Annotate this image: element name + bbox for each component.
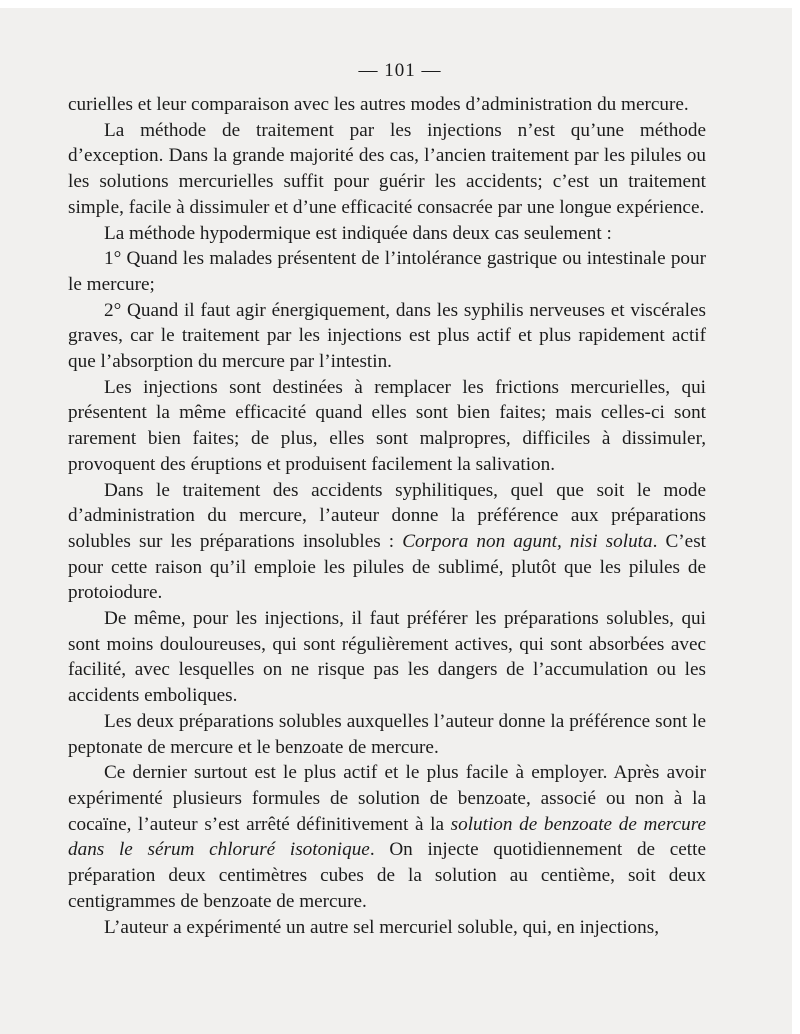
page-number: — 101 — <box>358 60 442 81</box>
text-run: La méthode hypodermique est indiquée dans deux cas seulement : <box>104 222 612 244</box>
paragraph <box>68 221 706 247</box>
paragraph <box>68 478 706 607</box>
list-item <box>68 298 706 375</box>
list-item <box>68 246 706 297</box>
text-run: La méthode de traitement par les injections n’est qu’une méthode d’exception. Dans la grande majorité des cas, l’ancien traitement par les pilules ou les solutions mercurielles suffit pour guérir les accidents; c’est un traitement simple, facile à dissimuler et d’une efficacité consacrée par une longue expérience. <box>68 119 706 218</box>
text-run: Dans le traitement des accidents syphilitiques, quel que soit le mode d’administration du mercure, l’auteur donne la préférence aux préparations solubles sur les préparations insolubles : <box>68 479 706 552</box>
paragraph <box>68 606 706 709</box>
latin-quote: Corpora non agunt, nisi soluta <box>402 530 653 552</box>
paragraph <box>68 915 706 941</box>
body-text <box>68 92 706 940</box>
paragraph <box>68 118 706 221</box>
paragraph <box>68 375 706 478</box>
text-run: Les deux préparations solubles auxquelles l’auteur donne la préférence sont le peptonate de mercure et le benzoate de mercure. <box>68 710 706 758</box>
paragraph <box>68 760 706 914</box>
scan-margin-top <box>0 0 800 8</box>
scan-margin-right <box>792 0 800 1034</box>
text-run: . On injecte quotidiennement de cette préparation deux centimètres cubes de la solution au centième, soit deux centigrammes de benzoate de mercure. <box>68 839 706 912</box>
text-run: Les injections sont destinées à remplacer les frictions mercurielles, qui présentent la même efficacité quand elles sont bien faites; mais celles-ci sont rarement bien faites; de plus, elles sont malpropres, difficiles à dissimuler, provoquent des éruptions et produisent facilement la salivation. <box>68 376 706 475</box>
italic-phrase: solution de benzoate de mercure dans le sérum chloruré isotonique <box>68 813 706 861</box>
text-run: 1° Quand les malades présentent de l’intolérance gastrique ou intestinale pour le mercure; <box>68 248 706 295</box>
text-run: L’auteur a expérimenté un autre sel mercuriel soluble, qui, en injections, <box>104 916 660 938</box>
text-run: curielles et leur comparaison avec les autres modes d’administration du mercure. <box>68 94 689 115</box>
paragraph <box>68 92 706 118</box>
text-run: 2° Quand il faut agir énergiquement, dans les syphilis nerveuses et viscérales graves, car le traitement par les injections est plus actif et plus rapidement actif que l’absorption du mercure par l’intestin. <box>68 299 706 373</box>
text-run: Ce dernier surtout est le plus actif et le plus facile à employer. Après avoir expérimenté plusieurs formules de solution de benzoate, associé ou non à la cocaïne, l’auteur s’est arrêté définitivement à la <box>68 762 706 835</box>
text-run: De même, pour les injections, il faut préférer les préparations solubles, qui sont moins douloureuses, qui sont régulièrement actives, qui sont absorbées avec facilité, avec lesquelles on ne risque pas les dangers de l’accumulation ou les accidents emboliques. <box>68 608 706 707</box>
paragraph <box>68 709 706 760</box>
text-run: . C’est pour cette raison qu’il emploie les pilules de sublimé, plutôt que les pilules de protoiodure. <box>68 530 707 604</box>
